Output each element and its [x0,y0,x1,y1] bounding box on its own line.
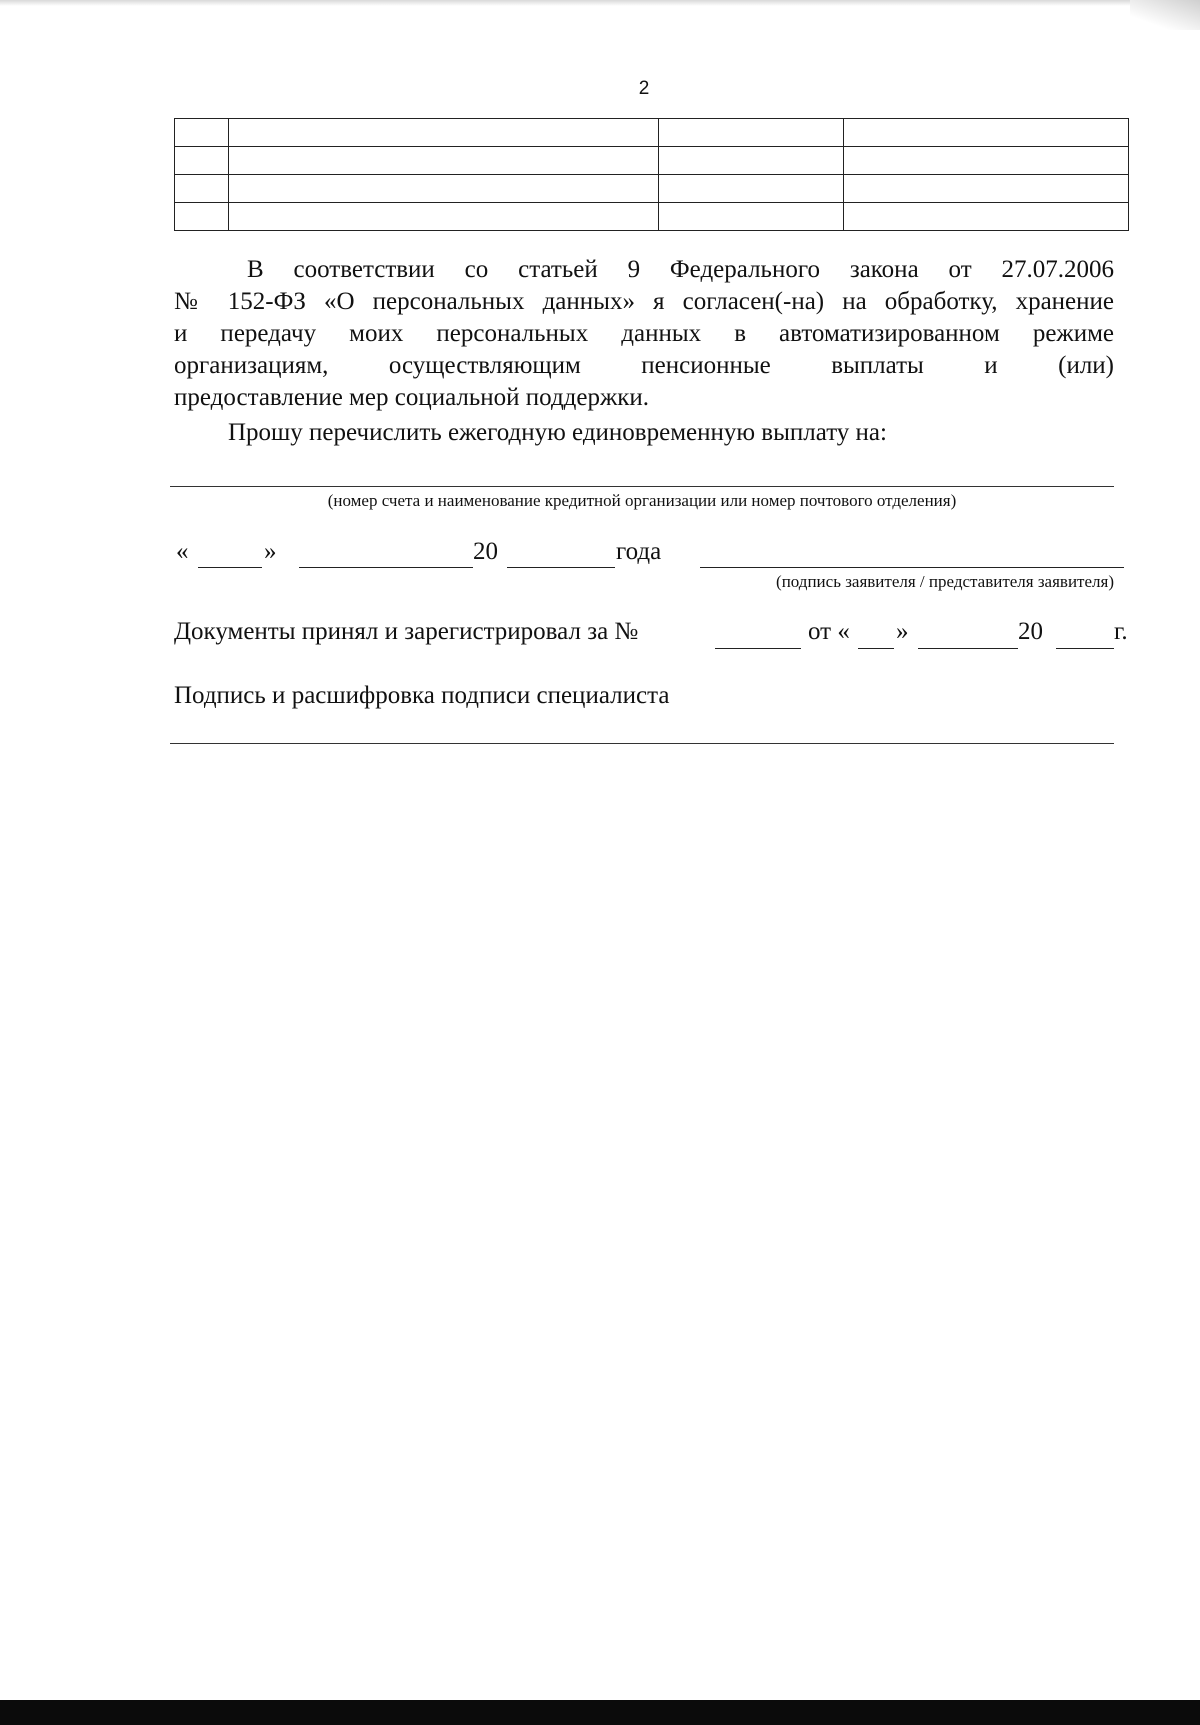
table-cell [659,119,844,147]
signature-line[interactable] [700,567,1124,568]
registration-year-blank[interactable] [1056,648,1114,649]
table-cell [844,119,1129,147]
scan-edge-bottom [0,1700,1200,1725]
registration-from-text: от « [808,618,850,645]
specialist-signature-line[interactable] [170,743,1114,744]
table-cell [844,175,1129,203]
signature-caption: (подпись заявителя / представителя заявителя) [776,572,1114,591]
table-row [175,119,1129,147]
table-cell [175,175,229,203]
table-row [175,203,1129,231]
table-cell [229,119,659,147]
date-month-blank[interactable] [299,567,473,568]
registration-century: 20 [1018,618,1043,645]
consent-line: предоставление мер социальной поддержки. [174,384,650,411]
consent-line: организациям, осуществляющим пенсионные выплаты и (или) [174,352,1114,379]
table-row [175,175,1129,203]
date-year-word: года [616,538,662,565]
registration-month-blank[interactable] [918,648,1018,649]
table-cell [844,203,1129,231]
registration-label: Документы принял и зарегистрировал за № [174,618,639,645]
table-cell [175,203,229,231]
date-century: 20 [473,538,498,565]
payment-request-text: Прошу перечислить ежегодную единовременную выплату на: [228,419,887,446]
consent-paragraph [174,254,1114,414]
table-row [175,147,1129,175]
registration-year-abbr: г. [1114,618,1128,645]
date-year-blank[interactable] [507,567,615,568]
account-field-line[interactable] [170,486,1114,487]
account-field-caption: (номер счета и наименование кредитной организации или номер почтового отделения) [327,491,957,510]
scan-corner-shadow [1130,0,1200,30]
registration-number-blank[interactable] [715,648,801,649]
table-cell [229,147,659,175]
consent-line: и передачу моих персональных данных в автоматизированном режиме [174,320,1114,347]
scan-edge-top [0,0,1200,6]
specialist-signature-label: Подпись и расшифровка подписи специалиста [174,682,670,709]
consent-line: В соответствии со статьей 9 Федерального закона от 27.07.2006 [247,256,1114,283]
table-cell [229,175,659,203]
table-cell [175,119,229,147]
table-cell [175,147,229,175]
registration-close-quote: » [896,618,909,645]
date-close-quote: » [264,538,277,565]
date-open-quote: « [176,538,189,565]
entries-table [174,118,1129,231]
table-cell [659,147,844,175]
table-cell [229,203,659,231]
consent-line: № 152-ФЗ «О персональных данных» я согласен(-на) на обработку, хранение [174,288,1114,315]
registration-day-blank[interactable] [858,648,894,649]
date-day-blank[interactable] [198,567,262,568]
table-cell [659,203,844,231]
table-cell [659,175,844,203]
table-cell [844,147,1129,175]
page-number: 2 [638,78,650,99]
